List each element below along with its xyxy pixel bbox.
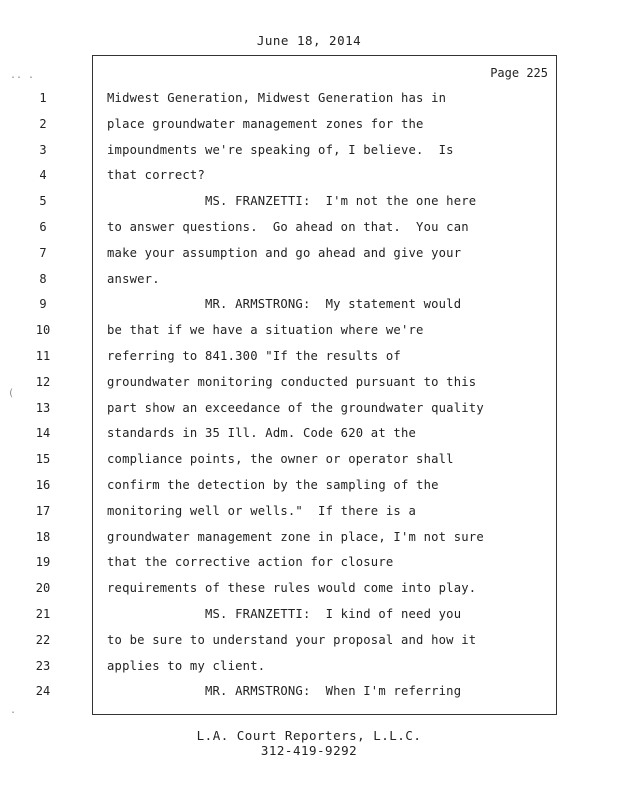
line-text: MR. ARMSTRONG: My statement would [107, 297, 462, 311]
line-text: confirm the detection by the sampling of the [107, 478, 439, 492]
line-text: make your assumption and go ahead and give your [107, 246, 462, 260]
line-text: part show an exceedance of the groundwater quality [107, 401, 484, 415]
line-text: requirements of these rules would come into play. [107, 581, 477, 595]
line-number: 18 [35, 530, 51, 544]
line-text: compliance points, the owner or operator shall [107, 452, 454, 466]
line-number: 23 [35, 659, 51, 673]
line-number: 20 [35, 581, 51, 595]
line-text: that correct? [107, 168, 205, 182]
line-number: 11 [35, 349, 51, 363]
margin-scan-mark: ( [8, 388, 15, 399]
line-number: 10 [35, 323, 51, 337]
page-number: Page 225 [490, 66, 548, 80]
line-number: 5 [39, 194, 47, 208]
line-number: 16 [35, 478, 51, 492]
line-text: groundwater monitoring conducted pursuant to this [107, 375, 477, 389]
line-text: monitoring well or wells." If there is a [107, 504, 417, 518]
line-number: 4 [39, 168, 47, 182]
line-number: 22 [35, 633, 51, 647]
line-number: 15 [35, 452, 51, 466]
line-text: answer. [107, 272, 160, 286]
line-number: 19 [35, 555, 51, 569]
header-date: June 18, 2014 [256, 33, 362, 48]
line-text: impoundments we're speaking of, I believe. Is [107, 143, 454, 157]
line-text: Midwest Generation, Midwest Generation has in [107, 91, 447, 105]
line-text: groundwater management zone in place, I'm not sure [107, 530, 484, 544]
line-text: standards in 35 Ill. Adm. Code 620 at the [107, 426, 417, 440]
line-text: be that if we have a situation where we're [107, 323, 424, 337]
margin-scan-mark: .. . [10, 70, 35, 81]
footer-company: L.A. Court Reporters, L.L.C. [196, 728, 422, 743]
line-number: 24 [35, 684, 51, 698]
line-number: 6 [39, 220, 47, 234]
line-text: applies to my client. [107, 659, 266, 673]
line-text: MS. FRANZETTI: I'm not the one here [107, 194, 477, 208]
line-text: MR. ARMSTRONG: When I'm referring [107, 684, 462, 698]
line-text: MS. FRANZETTI: I kind of need you [107, 607, 462, 621]
line-text: to answer questions. Go ahead on that. You can [107, 220, 469, 234]
line-number: 21 [35, 607, 51, 621]
line-number: 9 [39, 297, 47, 311]
line-number: 12 [35, 375, 51, 389]
line-number: 14 [35, 426, 51, 440]
line-text: to be sure to understand your proposal and how it [107, 633, 477, 647]
line-text: referring to 841.300 "If the results of [107, 349, 401, 363]
line-text: that the corrective action for closure [107, 555, 394, 569]
footer-phone: 312-419-9292 [260, 743, 358, 758]
line-number: 2 [39, 117, 47, 131]
line-number: 17 [35, 504, 51, 518]
line-number: 8 [39, 272, 47, 286]
line-number: 7 [39, 246, 47, 260]
line-text: place groundwater management zones for the [107, 117, 424, 131]
margin-scan-mark: . [10, 705, 17, 716]
line-number: 1 [39, 91, 47, 105]
line-number: 13 [35, 401, 51, 415]
line-number: 3 [39, 143, 47, 157]
